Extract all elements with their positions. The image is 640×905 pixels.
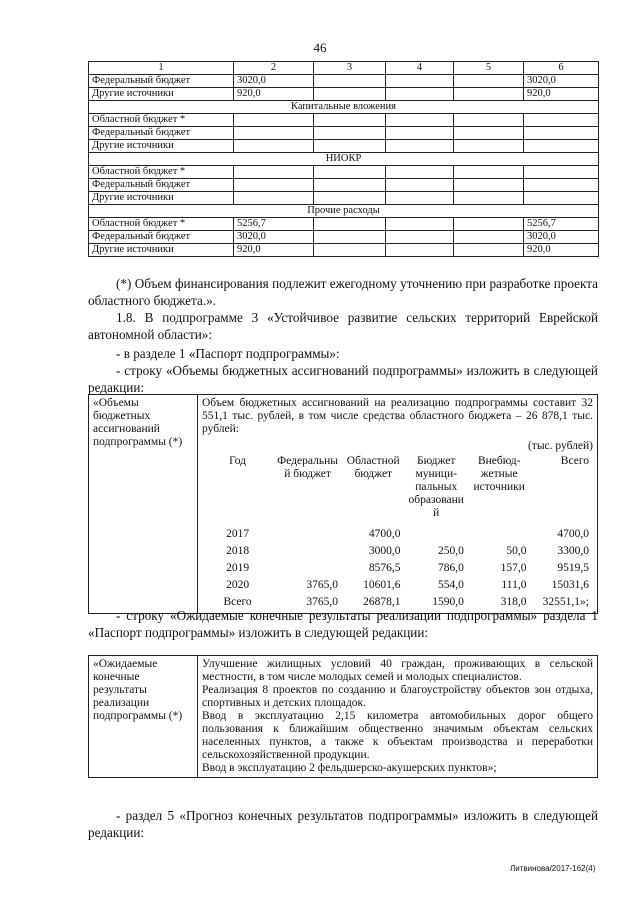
fin-section-label: НИОКР xyxy=(89,153,599,166)
assign-cell: 1590,0 xyxy=(432,596,464,608)
assign-cell: 111,0 xyxy=(501,579,527,591)
fin-cell xyxy=(524,179,599,192)
assign-column-header: Всего xyxy=(560,455,589,467)
assign-cell: 250,0 xyxy=(438,545,464,557)
fin-table-row xyxy=(89,127,599,140)
fin-table-row xyxy=(89,140,599,153)
result-item: Ввод в эксплуатацию 2,15 километра автомобильных дорог общего пользования к ближайшим общественно значимым объектам сельских населенных пунктов, а также к объектам производства и переработки сельскохозяйственной продукции. xyxy=(202,710,593,761)
fin-cell xyxy=(386,244,454,257)
fin-cell xyxy=(454,140,524,153)
assign-cell xyxy=(468,522,531,543)
assign-cell: 2017 xyxy=(226,528,250,540)
fin-cell xyxy=(386,140,454,153)
fin-cell: 5256,7 xyxy=(234,218,314,231)
fin-cell: Федеральный бюджет xyxy=(89,127,234,140)
fin-section-label: Прочие расходы xyxy=(89,205,599,218)
fin-cell xyxy=(314,179,386,192)
fin-cell: 920,0 xyxy=(524,244,599,257)
fin-cell: Федеральный бюджет xyxy=(89,75,234,88)
fin-section-row xyxy=(89,205,599,218)
fin-cell xyxy=(314,75,386,88)
paragraph-1-8: 1.8. В подпрограмме 3 «Устойчивое развитие сельских территорий Еврейской автономной области»: xyxy=(88,310,598,342)
assign-cell: 8576,5 xyxy=(368,562,401,574)
fin-cell xyxy=(454,244,524,257)
assign-cell xyxy=(273,543,342,560)
fin-cell xyxy=(314,166,386,179)
fin-cell xyxy=(454,166,524,179)
results-content xyxy=(198,656,598,778)
assign-column-header: Бюджет муници-пальных образовани й xyxy=(408,455,464,519)
fin-table-row xyxy=(89,244,599,257)
assign-column-header: Федеральны й бюджет xyxy=(277,455,338,480)
fin-cell xyxy=(314,218,386,231)
fin-header-cell: 4 xyxy=(386,62,454,75)
fin-cell xyxy=(234,140,314,153)
assign-cell: 2019 xyxy=(226,562,250,574)
fin-cell xyxy=(386,114,454,127)
fin-cell xyxy=(454,114,524,127)
bullet-section-1: - в разделе 1 «Паспорт подпрограммы»: xyxy=(116,346,340,361)
assign-cell: 3300,0 xyxy=(557,545,589,557)
fin-cell xyxy=(454,192,524,205)
assign-cell xyxy=(273,522,342,543)
assign-cell xyxy=(273,560,342,577)
fin-section-label: Капитальные вложения xyxy=(89,101,599,114)
fin-header-row xyxy=(89,62,599,75)
bullet-row-results: - строку «Ожидаемые конечные результаты реализации подпрограммы» раздела 1 «Паспорт подпрограммы» изложить в следующей редакции: xyxy=(88,608,598,640)
assign-years-table xyxy=(202,453,593,611)
fin-cell xyxy=(524,114,599,127)
fin-cell xyxy=(386,166,454,179)
fin-cell: 5256,7 xyxy=(524,218,599,231)
assign-cell: 50,0 xyxy=(506,545,527,557)
financing-table xyxy=(88,61,599,257)
fin-table-row xyxy=(89,192,599,205)
fin-cell: 3020,0 xyxy=(234,231,314,244)
fin-cell: Областной бюджет * xyxy=(89,114,234,127)
fin-cell xyxy=(314,140,386,153)
fin-table-row xyxy=(89,88,599,101)
fin-cell xyxy=(454,88,524,101)
fin-cell xyxy=(314,192,386,205)
assign-cell: 2020 xyxy=(226,579,250,591)
fin-table-row xyxy=(89,231,599,244)
fin-cell xyxy=(386,127,454,140)
result-item: Улучшение жилищных условий 40 граждан, проживающих в сельской местности, в том числе молодых семей и молодых специалистов. xyxy=(202,658,593,683)
assign-year-row xyxy=(202,560,593,577)
fin-cell xyxy=(524,192,599,205)
fin-cell xyxy=(524,127,599,140)
result-item: Реализация 8 проектов по созданию и благоустройству объектов зон отдыха, спортивных и детских площадок. xyxy=(202,684,593,709)
assign-cell: Всего xyxy=(223,596,252,608)
fin-table-row xyxy=(89,179,599,192)
assign-cell: 3000,0 xyxy=(368,545,401,557)
results-label: «Ожидаемые конечные результаты реализации подпрограммы (*) xyxy=(89,656,198,778)
fin-cell: Федеральный бюджет xyxy=(89,231,234,244)
assign-cell: 32551,1»; xyxy=(542,596,589,608)
fin-cell xyxy=(454,75,524,88)
fin-cell xyxy=(524,140,599,153)
fin-cell: Другие источники xyxy=(89,88,234,101)
fin-cell: Федеральный бюджет xyxy=(89,179,234,192)
assign-year-row xyxy=(202,543,593,560)
fin-cell xyxy=(386,231,454,244)
fin-table-row xyxy=(89,218,599,231)
fin-cell xyxy=(524,166,599,179)
fin-section-row xyxy=(89,153,599,166)
assign-intro: Объем бюджетных ассигнований на реализацию подпрограммы составит 32 551,1 тыс. рублей, в том числе средства областного бюджета – 26 878,1 тыс. рублей: xyxy=(202,397,593,435)
fin-cell xyxy=(234,179,314,192)
document-code: Литвинова/2017-162(4) xyxy=(510,864,596,873)
fin-cell xyxy=(386,218,454,231)
fin-cell: 3020,0 xyxy=(524,231,599,244)
fin-cell xyxy=(314,88,386,101)
fin-cell xyxy=(234,114,314,127)
fin-cell: 920,0 xyxy=(524,88,599,101)
fin-cell xyxy=(454,218,524,231)
fin-cell: Областной бюджет * xyxy=(89,218,234,231)
page-number: 46 xyxy=(313,40,327,55)
expected-results-table xyxy=(88,655,598,778)
fin-cell: Другие источники xyxy=(89,192,234,205)
fin-cell: 920,0 xyxy=(234,244,314,257)
fin-header-cell: 2 xyxy=(234,62,314,75)
assign-year-row xyxy=(202,577,593,594)
assign-cell: 9519,5 xyxy=(557,562,589,574)
assign-column-header: Внебюд-жетные источники xyxy=(473,455,525,493)
result-item: Ввод в эксплуатацию 2 фельдшерско-акушерских пунктов»; xyxy=(202,762,497,774)
fin-cell xyxy=(234,192,314,205)
fin-cell: Областной бюджет * xyxy=(89,166,234,179)
fin-cell: Другие источники xyxy=(89,140,234,153)
fin-table-row xyxy=(89,166,599,179)
fin-cell xyxy=(386,192,454,205)
financing-note: (*) Объем финансирования подлежит ежегодному уточнению при разработке проекта областного бюджета.». xyxy=(88,276,598,308)
fin-section-row xyxy=(89,101,599,114)
fin-cell: 920,0 xyxy=(234,88,314,101)
assign-cell: 4700,0 xyxy=(557,528,589,540)
assign-column-header: Областной бюджет xyxy=(346,455,400,480)
assign-cell: 786,0 xyxy=(438,562,464,574)
assign-year-row xyxy=(202,522,593,543)
fin-cell xyxy=(454,179,524,192)
assign-unit: (тыс. рублей) xyxy=(527,440,593,452)
assign-cell: 26878,1 xyxy=(363,596,401,608)
assign-cell: 3765,0 xyxy=(306,579,338,591)
assign-cell: 15031,6 xyxy=(551,579,589,591)
fin-table-row xyxy=(89,75,599,88)
fin-cell xyxy=(234,127,314,140)
assign-cell: 157,0 xyxy=(500,562,527,574)
bullet-section-5: - раздел 5 «Прогноз конечных результатов подпрограммы» изложить в следующей редакции: xyxy=(88,808,598,840)
assign-cell: 4700,0 xyxy=(368,528,401,540)
assign-cell: 3765,0 xyxy=(306,596,338,608)
assign-label: «Объемы бюджетных ассигнований подпрограммы (*) xyxy=(89,395,198,614)
fin-table-row xyxy=(89,114,599,127)
fin-cell: 3020,0 xyxy=(234,75,314,88)
bullet-row-budget: - строку «Объемы бюджетных ассигнований подпрограммы» изложить в следующей редакции: xyxy=(88,363,598,395)
fin-cell xyxy=(314,114,386,127)
budget-assignment-table xyxy=(88,394,598,614)
fin-cell xyxy=(454,231,524,244)
fin-header-cell: 3 xyxy=(314,62,386,75)
fin-cell xyxy=(314,127,386,140)
fin-cell: 3020,0 xyxy=(524,75,599,88)
assign-content xyxy=(198,395,598,614)
fin-cell xyxy=(314,244,386,257)
fin-cell xyxy=(386,75,454,88)
fin-cell xyxy=(314,231,386,244)
assign-cell: 318,0 xyxy=(500,596,527,608)
fin-cell xyxy=(454,127,524,140)
assign-cell xyxy=(405,522,468,543)
assign-cell: 2018 xyxy=(226,545,250,557)
assign-column-header: Год xyxy=(229,455,247,467)
fin-header-cell: 5 xyxy=(454,62,524,75)
fin-cell xyxy=(234,166,314,179)
fin-header-cell: 6 xyxy=(524,62,599,75)
fin-cell xyxy=(386,88,454,101)
assign-cell: 554,0 xyxy=(438,579,464,591)
assign-cell: 10601,6 xyxy=(363,579,401,591)
fin-cell xyxy=(386,179,454,192)
fin-cell: Другие источники xyxy=(89,244,234,257)
fin-header-cell: 1 xyxy=(89,62,234,75)
